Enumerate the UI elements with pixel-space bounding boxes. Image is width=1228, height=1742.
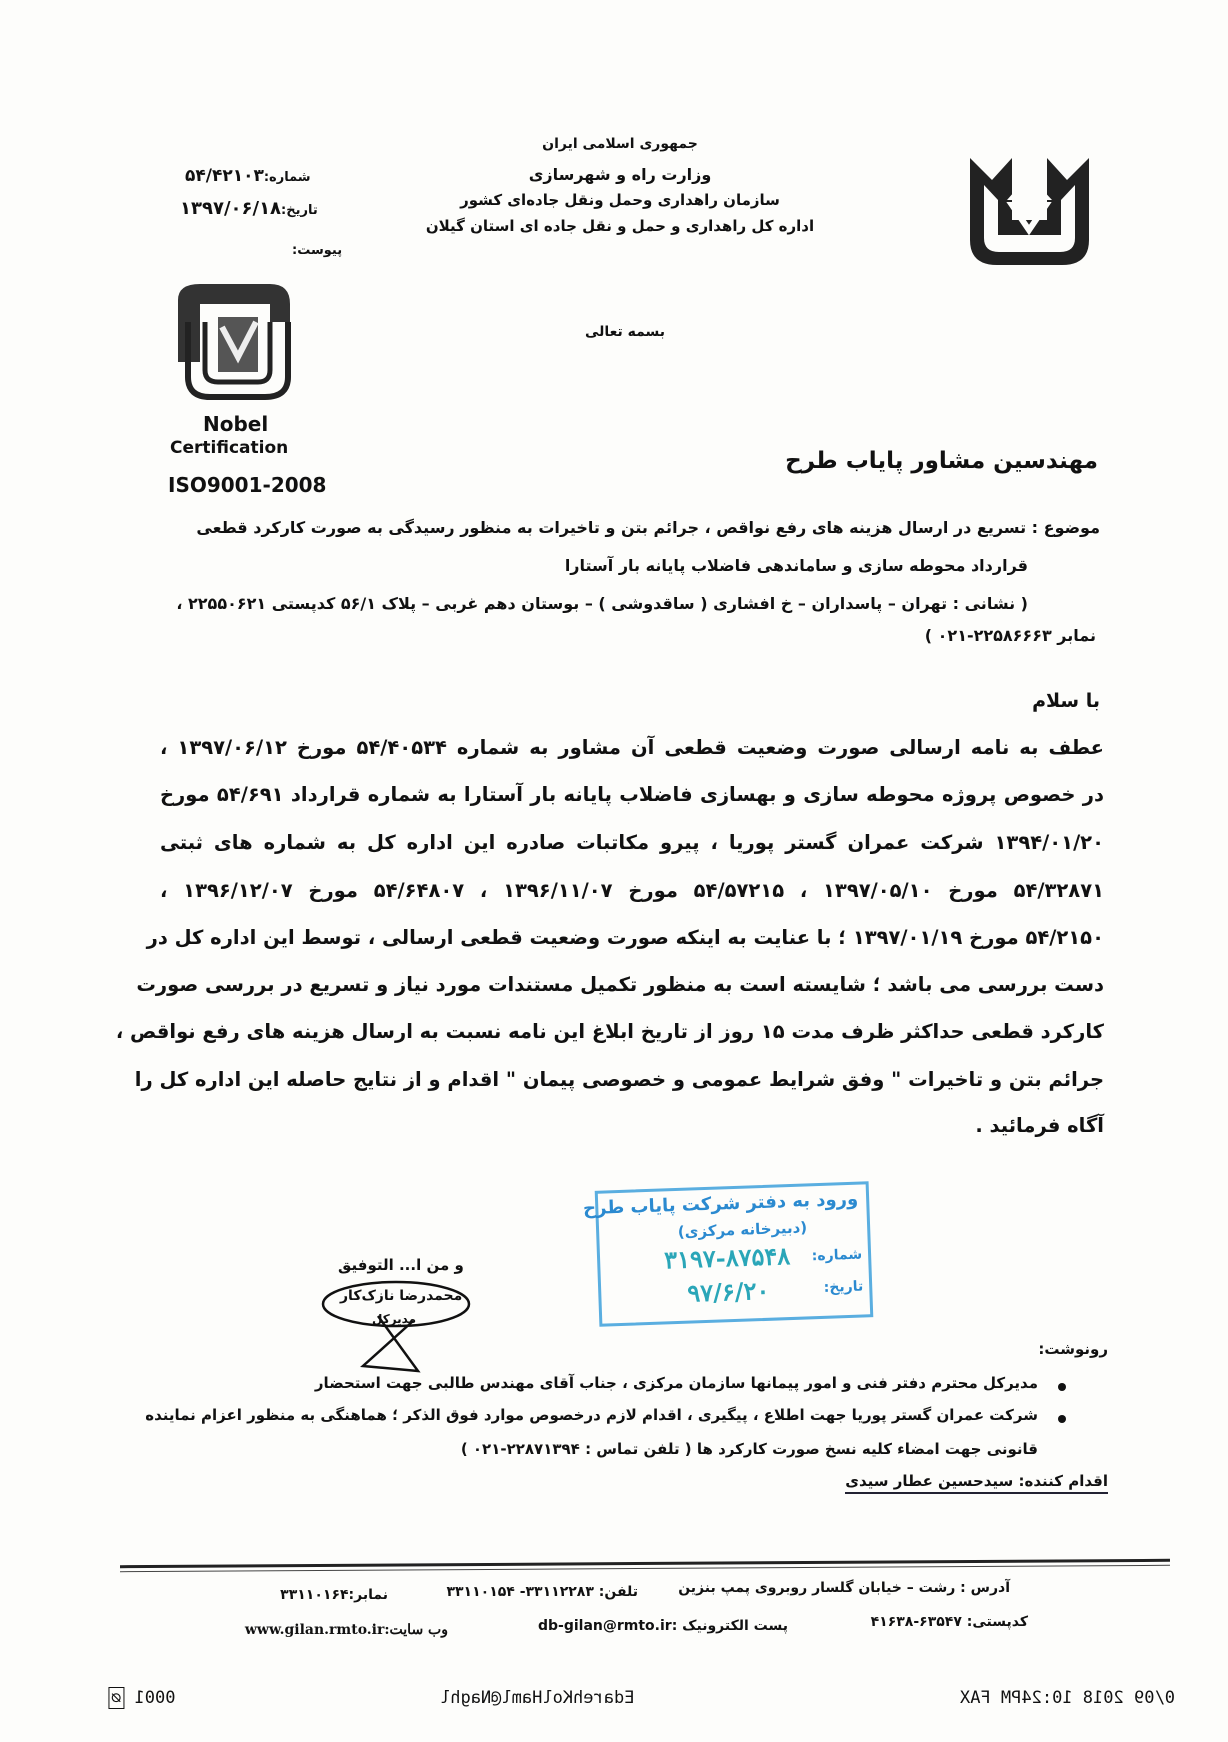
bullet-icon [1058, 1383, 1066, 1391]
header-country: جمهوری اسلامی ایران [542, 136, 698, 152]
footer-fax: نمابر:۳۳۱۱۰۱۶۴ [280, 1587, 388, 1603]
certification-logo [170, 282, 302, 402]
subject-line-2: قرارداد محوطه سازی و ساماندهی فاضلاب پایانه بار آستارا [564, 556, 1028, 575]
body-line: عطف به نامه ارسالی صورت وضعیت قطعی آن مشاور به شماره ۵۴/۴۰۵۳۴ مورخ ۱۳۹۷/۰۶/۱۲ ، [160, 736, 1104, 759]
stamp-title: ورود به دفتر شرکت پایاب طرح [582, 1188, 859, 1220]
stamp-date-value: ۹۷/۶/۲۰ [686, 1275, 770, 1308]
footer-postal-code: کدپستی: ۶۳۵۴۷-۴۱۶۳۸ [870, 1614, 1028, 1630]
subject-line: موضوع : تسریع در ارسال هزینه های رفع نواقص ، جرائم بتن و تاخیرات به منظور رسیدگی به صورت کارکرد قطعی [196, 518, 1100, 537]
organization-logo [962, 150, 1097, 270]
stamp-number-value: ۳۱۹۷-۸۷۵۴۸ [663, 1241, 791, 1275]
footer-phone: تلفن: ۳۳۱۱۲۲۸۳- ۳۳۱۱۰۱۵۴ [446, 1584, 638, 1600]
header-organization: سازمان راهداری وحمل ونقل جاده‌ای کشور [460, 191, 780, 209]
header-department: اداره کل راهداری و حمل و نقل جاده ای استان گیلان [425, 217, 815, 235]
cc-item: شرکت عمران گستر پوریا جهت اطلاع ، پیگیری ، اقدام لازم درخصوص موارد فوق الذکر ؛ هماهنگی به منظور اعزام نماینده [145, 1406, 1038, 1424]
letter-number: شماره:۵۴/۴۲۱۰۳ [185, 166, 311, 186]
attachment-label: پیوست: [292, 243, 343, 258]
action-by: اقدام کننده: سیدحسین عطار سیدی [845, 1472, 1108, 1494]
signatory-title: مدیرکل [372, 1312, 417, 1326]
certification-label: Certification [170, 438, 289, 458]
stamp-subtitle: (دبیرخانه مرکزی) [677, 1218, 808, 1241]
fax-sender: EdarehKolHaml@Naghl [440, 1688, 635, 1708]
footer-address: آدرس : رشت – خیابان گلسار روبروی پمپ بنزین [678, 1580, 1010, 1596]
letter-date: تاریخ:۱۳۹۷/۰۶/۱۸ [180, 198, 318, 219]
bullet-icon [1058, 1415, 1066, 1423]
fax-page-icon: ⌀ [108, 1687, 124, 1709]
signatory-name: محمدرضا نازک‌کار [340, 1288, 463, 1304]
body-line: جرائم بتن و تاخیرات " وفق شرایط عمومی و خصوصی پیمان " اقدام و از نتایج حاصله این اداره کل را [134, 1068, 1104, 1091]
received-stamp [582, 1181, 874, 1326]
stamp-number-label: شماره: [811, 1246, 863, 1265]
fax-timestamp: 0/09 2018 10:24PM FAX [960, 1688, 1175, 1708]
body-line: در خصوص پروژه محوطه سازی و بهسازی فاضلاب پایانه بار آستارا به شماره قرارداد ۵۴/۶۹۱ مورخ [160, 783, 1104, 806]
closing: و من ا... التوفیق [338, 1256, 464, 1274]
cc-item-continued: قانونی جهت امضاء کلیه نسخ صورت کارکرد ها ( تلفن تماس : ۲۲۸۷۱۳۹۴-۰۲۱ ) [460, 1440, 1038, 1458]
body-line: ۵۴/۳۲۸۷۱ مورخ ۱۳۹۷/۰۵/۱۰ ، ۵۴/۵۷۲۱۵ مورخ ۱۳۹۶/۱۱/۰۷ ، ۵۴/۶۴۸۰۷ مورخ ۱۳۹۶/۱۲/۰۷ ، [160, 879, 1105, 902]
certification-name: Nobel [203, 412, 269, 436]
fax-page: 0001 ⌀ [108, 1688, 175, 1708]
body-line: کارکرد قطعی حداکثر ظرف مدت ۱۵ روز از تاریخ ابلاغ این نامه نسبت به ارسال هزینه های رفع نواقص ، [115, 1020, 1104, 1043]
footer-divider [120, 1559, 1170, 1568]
stamp-date-label: تاریخ: [823, 1278, 864, 1296]
recipient-fax: نمابر ۲۲۵۸۶۶۶۳-۰۲۱ ) [924, 626, 1096, 645]
recipient-address: ( نشانی : تهران – پاسداران – خ افشاری ( ساقدوشی ) – بوستان دهم غربی – پلاک ۵۶/۱ کدپستی ۲۲۵۵۰۶۲۱ ، [176, 594, 1028, 613]
body-line: دست بررسی می باشد ؛ شایسته است به منظور تکمیل مستندات مورد نیاز و تسریع در بررسی صورت [136, 973, 1104, 996]
footer-website: وب سایت:www.gilan.rmto.ir [244, 1622, 448, 1638]
cc-item: مدیرکل محترم دفتر فنی و امور پیمانها سازمان مرکزی ، جناب آقای مهندس طالبی جهت استحضار [314, 1374, 1038, 1392]
greeting: با سلام [1032, 690, 1100, 712]
body-line: آگاه فرمائید . [975, 1114, 1104, 1137]
header-ministry: وزارت راه و شهرسازی [528, 165, 712, 184]
cc-label: رونوشت: [1038, 1340, 1108, 1358]
basmala: بسمه تعالی [584, 324, 666, 340]
body-line: ۵۴/۲۱۵۰ مورخ ۱۳۹۷/۰۱/۱۹ ؛ با عنایت به اینکه صورت وضعیت قطعی ارسالی ، توسط این اداره کل در [146, 926, 1104, 949]
certification-standard: ISO9001-2008 [168, 473, 327, 497]
body-line: ۱۳۹۴/۰۱/۲۰ شرکت عمران گستر پوریا ، پیرو مکاتبات صادره این اداره کل به شماره های ثبتی [160, 831, 1104, 854]
recipient: مهندسین مشاور پایاب طرح [785, 448, 1098, 474]
footer-email: پست الکترونیک :db-gilan@rmto.ir [537, 1618, 788, 1634]
